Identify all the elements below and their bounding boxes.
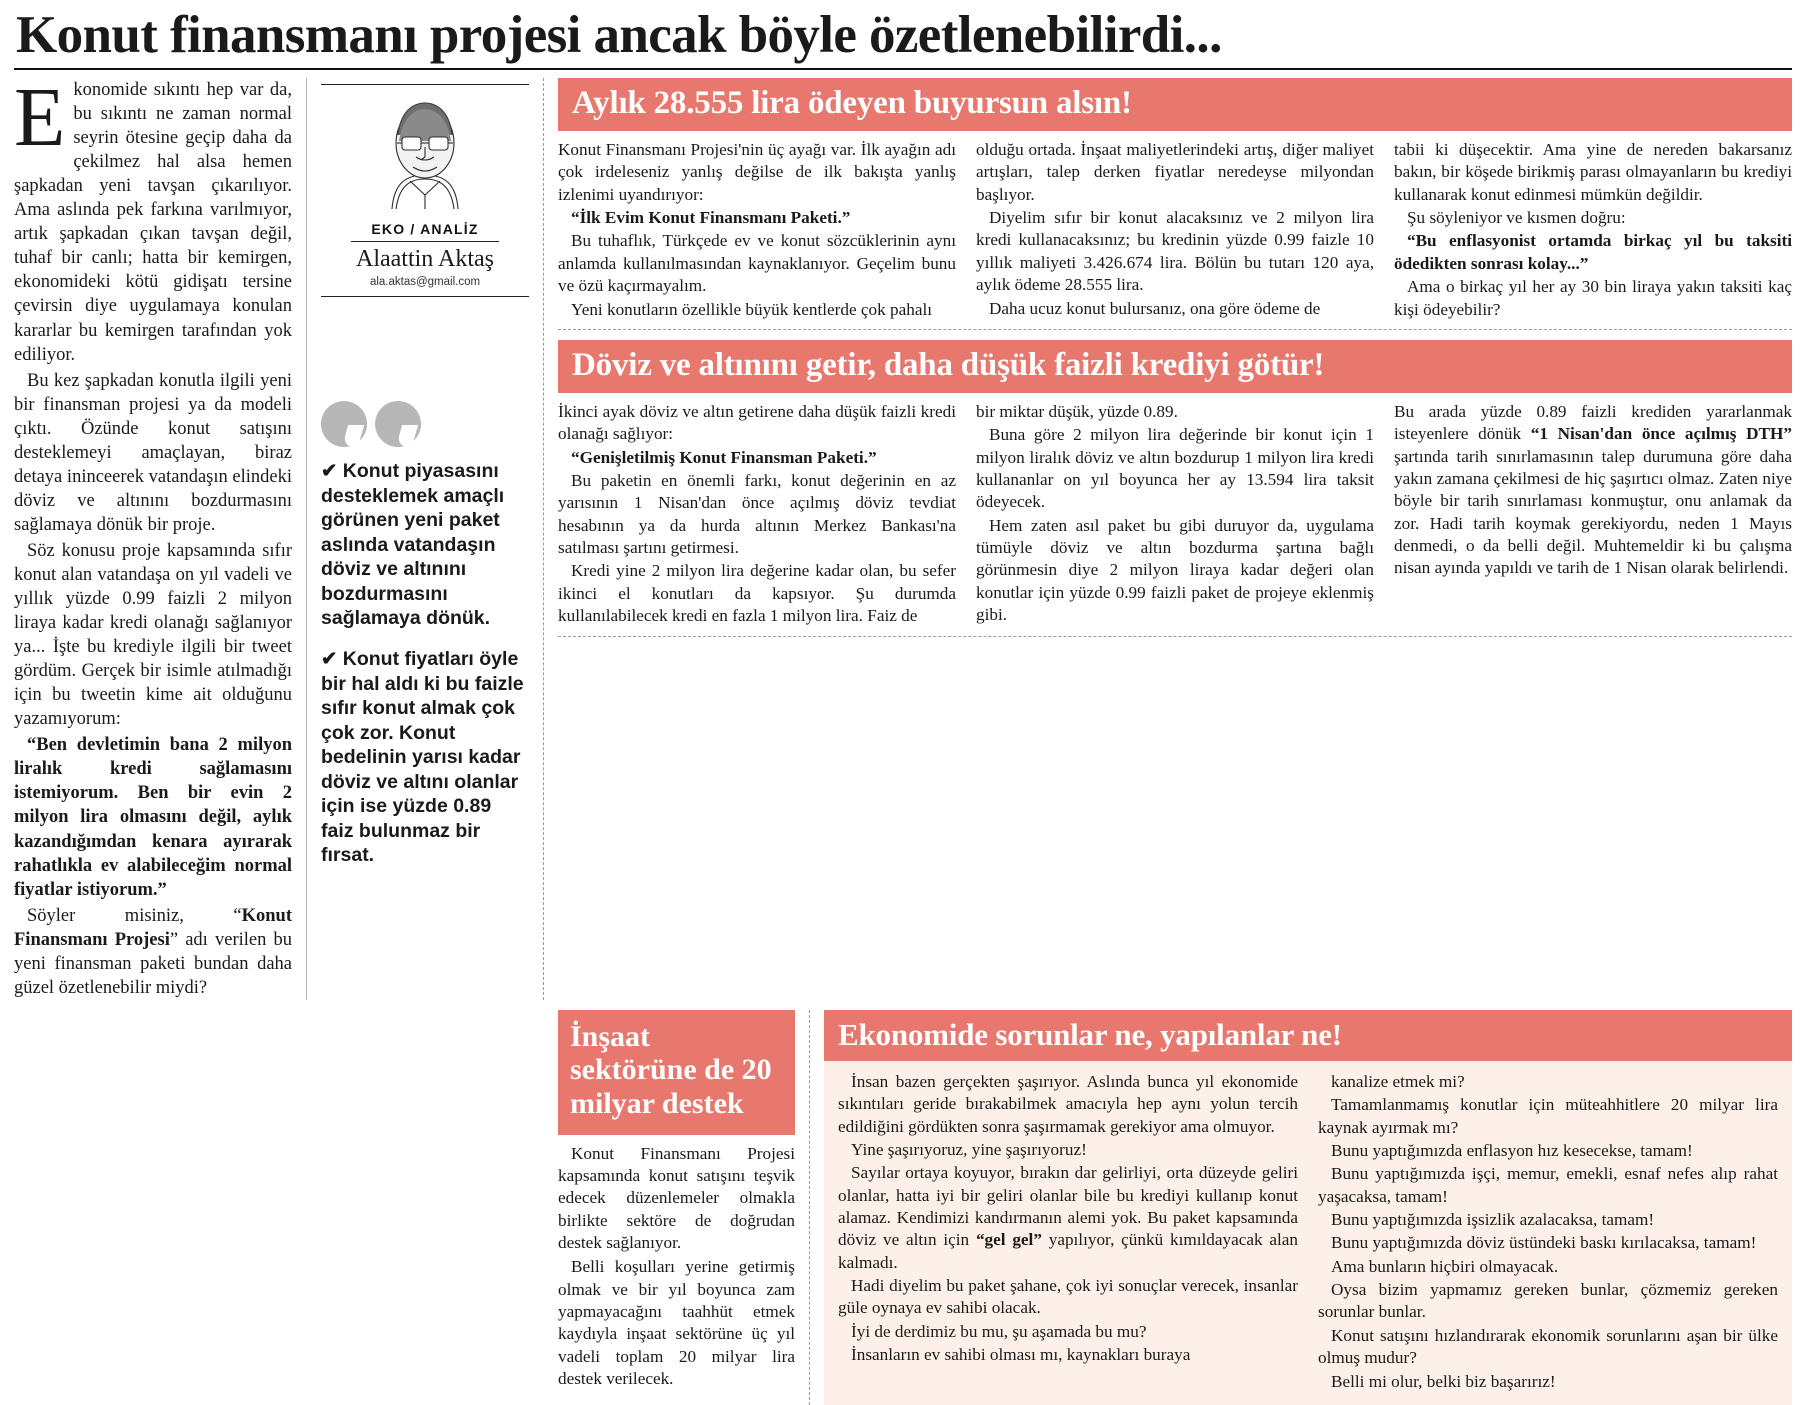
- bottom-row: [558, 1010, 1792, 1405]
- s3c1-p3a: Sayılar ortaya koyuyor, bırakın dar gelirliyi, orta düzeyde geliri olanlar, hatta iyi bir geliri olanlar bile bu krediyi kullanıp konut alamaz. Kendimizi kandırmanın alemi yok. Bu paket kapsamında döviz ve altın için: [838, 1163, 1298, 1250]
- quote-mark-left-icon: [321, 401, 367, 447]
- insaat-body: [558, 1135, 795, 1391]
- headline-divider: [14, 68, 1792, 70]
- s3c1-p6: İnsanların ev sahibi olması mı, kaynakları buraya: [851, 1345, 1191, 1365]
- s3c2-p7: Ama bunların hiçbiri olmayacak.: [1331, 1256, 1559, 1276]
- intro-paragraph-4: [14, 904, 292, 1000]
- s1c1-p3: Bu tuhaflık, Türkçede ev ve konut sözcüklerinin aynı anlamda kullanılmasından kaynaklanıyor. Geçelim bunu ve özü kaçırmayalım.: [558, 231, 956, 296]
- section-three-columns: [838, 1071, 1778, 1393]
- insaat-column: [558, 1010, 810, 1405]
- insaat-p2: Belli koşulları yerine getirmiş olmak ve bir yıl boyunca zam yapmayacağını taahhüt etmek kaydıyla inşaat sektörüne üç yıl vadeli toplam 20 milyar lira destek verilecek.: [558, 1257, 795, 1389]
- author-column: [306, 78, 544, 1000]
- s2c2-p2: Buna göre 2 milyon lira değerinde bir konut için 1 milyon liralık döviz ve altın bozdurup 1 milyon lira kredi kullananlar on yıl boyunca her ay 13.594 lira taksit ödeyecek.: [976, 425, 1374, 512]
- s2c1-p4: Kredi yine 2 milyon lira değerine kadar olan, bu sefer ikinci el konutları da kapsıyor. Şu durumda kullanılabilecek kredi en fazla 1 milyon lira. Faiz de: [558, 561, 956, 626]
- s3c2-p5: Bunu yaptığımızda işsizlik azalacaksa, tamam!: [1331, 1209, 1655, 1229]
- s1c3-p2: Şu söyleniyor ve kısmen doğru:: [1407, 208, 1626, 228]
- section-two-col-1: [558, 401, 956, 628]
- s2c1-p3: Bu paketin en önemli farkı, konut değerinin en az yarısının 1 Nisan'dan önce açılmış döviz tevdiat hesabının ya da hurda altının Merkez Bankası'na satılması şartını getirmesi.: [558, 471, 956, 558]
- s1c3-p3: “Bu enflasyonist ortamda birkaç yıl bu taksiti ödedikten sonrası kolay...”: [1394, 231, 1792, 273]
- section-three-band: Ekonomide sorunlar ne, yapılanlar ne!: [824, 1010, 1792, 1061]
- section-one: [558, 78, 1792, 330]
- author-portrait-icon: [366, 91, 484, 215]
- section-one-col-1: [558, 139, 956, 321]
- s2c2-p1: bir miktar düşük, yüzde 0.89.: [976, 401, 1178, 421]
- intro-text-4c: ” adı verilen bu yeni finansman paketi bundan daha güzel özetlenebilir miydi?: [14, 929, 292, 998]
- page-title: Konut finansmanı projesi ancak böyle özetlenebilirdi...: [16, 6, 1222, 64]
- s2c3-p1-bold: “1 Nisan'dan önce açılmış DTH”: [1530, 424, 1792, 444]
- project-name-bold: Konut Finansmanı Projesi: [14, 905, 292, 950]
- s3c2-p8: Oysa bizim yapmamız gereken bunlar, çözmemiz gereken sorunlar bunlar.: [1318, 1280, 1778, 1322]
- section-three-col-2: [1318, 1071, 1778, 1393]
- section-three-panel: [824, 1061, 1792, 1405]
- section-one-col-2: [976, 139, 1374, 321]
- s3c2-p4: Bunu yaptığımızda işçi, memur, emekli, esnaf nefes alıp rahat yaşacaksa, tamam!: [1318, 1164, 1778, 1206]
- s3c1-p1: İnsan bazen gerçekten şaşırıyor. Aslında bunca yıl ekonomide sıkıntıları geride bırakabilmek amacıyla hep aynı yolun tercih edildiğini gördükten sonra şaşırmamak gerekiyor ama olmuyor.: [838, 1071, 1298, 1136]
- section-one-band: Aylık 28.555 lira ödeyen buyursun alsın!: [558, 78, 1792, 131]
- s1c1-p1: Konut Finansmanı Projesi'nin üç ayağı var. İlk ayağın adı çok irdeleseniz yanlış değilse de ilk bakışta yanlış izlenimi uyandırıyor:: [558, 140, 956, 204]
- insaat-p1: Konut Finansmanı Projesi kapsamında konut satışını teşvik edecek düzenlemeler olmakla birlikte sektöre de doğrudan destek sağlanıyor.: [558, 1143, 795, 1253]
- s2c1-p2: “Genişletilmiş Konut Finansman Paketi.”: [571, 447, 877, 467]
- intro-text-1: konomide sıkıntı hep var da, bu sıkıntı ne zaman normal seyrin ötesine geçip daha da çekilmez hal alsa hemen şapkadan yeni tavşan çıkarılıyor. Ama aslında pek farkına varılmıyor, artık şapkadan çıkan tavşan değil, tuhaf bir canlı; hatta bir kemirgen, ekonomideki kötü gidişatı tersine çevirsin diye uygulamaya konulan kararlar bu kemirgen tarafından yok ediliyor.: [14, 80, 292, 365]
- s1c3-p1: tabii ki düşecektir. Ama yine de nereden bakarsanız bakın, bir köşede birikmiş parası olmayanların bu krediyi kullanarak konut edinmesi mümkün değildir.: [1394, 140, 1792, 204]
- s2c3-p1a: Bu arada yüzde 0.89 faizli krediden yararlanmak isteyenlere dönük: [1394, 401, 1792, 444]
- s3c1-p3c: yapılıyor, çünkü kımıldayacak alan kalmadı.: [838, 1230, 1298, 1272]
- s3c2-p6: Bunu yaptığımızda döviz üstündeki baskı kırılacaksa, tamam!: [1331, 1233, 1757, 1253]
- s2c2-p3: Hem zaten asıl paket bu gibi duruyor da, uygulama tümüyle döviz ve altın bozdurma şartına bağlı görünmesin diye 2 milyon liraya kadar değeri olan konutlar için yüzde 0.99 faizli paket de projeye eklenmiş gibi.: [976, 515, 1374, 625]
- s3c2-p9: Konut satışını hızlandırarak ekonomik sorunlarını aşan bir ülke olmuş mudur?: [1318, 1325, 1778, 1368]
- quote-mark-right-icon: [375, 401, 421, 447]
- s1c1-p2: “İlk Evim Konut Finansmanı Paketi.”: [571, 208, 851, 228]
- author-kicker-rule: [351, 241, 499, 242]
- s3c2-p10: Belli mi olur, belki biz başarırız!: [1331, 1371, 1556, 1391]
- s1c2-p1: olduğu ortada. İnşaat maliyetlerindeki artış, diğer maliyet artışları, talep derken fiyatlar neredeyse milyondan başlıyor.: [976, 140, 1374, 204]
- intro-paragraph-2: Bu kez şapkadan konutla ilgili yeni bir finansman projesi ya da modeli çıktı. Özünde konut satışını desteklemeyi amaçlayan, biraz detaya ininceerek vatandaşın elindeki döviz ve altınını bozdurmasını sağlamaya dönük bir proje.: [14, 370, 292, 535]
- s2c1-p1: İkinci ayak döviz ve altın getirene daha düşük faizli kredi olanağı sağlıyor:: [558, 401, 956, 444]
- drop-cap: E: [14, 71, 66, 165]
- s3c1-p4: Hadi diyelim bu paket şahane, çok iyi sonuçlar verecek, insanlar güle oynaya ev sahibi olacak.: [838, 1276, 1298, 1318]
- s1c3-p4: Ama o birkaç yıl her ay 30 bin liraya yakın taksiti kaç kişi ödeyebilir?: [1394, 277, 1792, 319]
- section-two-band: Döviz ve altınını getir, daha düşük faizli krediyi götür!: [558, 340, 1792, 393]
- author-email: ala.aktas@gmail.com: [369, 276, 481, 289]
- intro-text-4a: Söyler misiniz, “: [27, 905, 242, 926]
- section-two: [558, 340, 1792, 637]
- intro-quote: “Ben devletimin bana 2 milyon liralık kredi sağlamasını istemiyorum. Ben bir evin 2 milyon lira olmasını değil, aylık kazandığımdan kenara ayırarak rahatlıkla ev alabileceğim normal fiyatlar istiyorum.”: [14, 735, 292, 900]
- author-name: Alaattin Aktaş: [356, 246, 494, 273]
- s1c2-p3: Daha ucuz konut bulursanız, ona göre ödeme de: [989, 298, 1321, 318]
- section-three-col-1: [838, 1071, 1298, 1393]
- section-three-column: [810, 1010, 1792, 1405]
- article-grid: [14, 71, 1792, 1000]
- s2c3-p1: [1394, 401, 1792, 580]
- author-portrait-wrap: [321, 91, 529, 215]
- s3c2-p3: Bunu yaptığımızda enflasyon hız kesecekse, tamam!: [1331, 1140, 1693, 1160]
- section-two-col-3: [1394, 401, 1792, 628]
- section-one-col-3: [1394, 139, 1792, 321]
- s3c2-p1: kanalize etmek mi?: [1331, 1071, 1465, 1091]
- s3c1-p3: [838, 1162, 1298, 1274]
- author-bottom-rule: [321, 296, 529, 297]
- highlight-check-2: ✔ Konut fiyatları öyle bir hal aldı ki bu faizle sıfır konut almak çok çok zor. Konut bedelinin yarısı kadar döviz ve altını olanlar için ise yüzde 0.89 faiz bulunmaz bir fırsat.: [321, 647, 524, 867]
- s2c3-p1c: şartında tarih sınırlamasının talep durumuna göre daha yakın zamana çekilmesi de hiç şaşırtıcı olmaz. Zaten niye böyle bir tarih sınırlaması konmuştur, onu anlamak da zor. Hadi tarih koymak gerekiyordu, neden 1 Mayıs denmedi, o da belli değil. Muhtemeldir ki bu çalışma nisan ayında yapıldı ve tarih de 1 Nisan olarak belirlendi.: [1394, 446, 1792, 578]
- section-two-columns: [558, 393, 1792, 628]
- intro-column: [14, 71, 306, 1000]
- main-column: [544, 78, 1792, 1000]
- intro-paragraph-1: [14, 71, 292, 367]
- section-two-col-2: [976, 401, 1374, 628]
- s1c2-p2: Diyelim sıfır bir konut alacaksınız ve 2 milyon lira kredi kullanacaksınız; bu kredinin yüzde 0.99 faizle 10 yıllık maliyeti 3.426.674 lira. Bölün bu tutarı 120 aya, aylık ödeme 28.555 lira.: [976, 208, 1374, 295]
- intro-paragraph-3: Söz konusu proje kapsamında sıfır konut alan vatandaşa on yıl vadeli ve yıllık yüzde 0.99 faizli 2 milyon liraya kadar kredi olanağı sağlanıyor ya... İşte bu krediyle ilgili bir tweet gördüm. Gerçek bir isimle atılmadığı için bu tweetin kime ait olduğunu yazamıyorum:: [14, 540, 292, 730]
- author-top-rule: [321, 84, 529, 85]
- s3c1-p3-bold: “gel gel”: [975, 1230, 1042, 1250]
- s1c1-p4: Yeni konutların özellikle büyük kentlerde çok pahalı: [571, 299, 933, 319]
- s3c1-p2: Yine şaşırıyoruz, yine şaşırıyoruz!: [851, 1139, 1087, 1159]
- author-kicker: EKO / ANALİZ: [371, 221, 479, 238]
- section-one-columns: [558, 131, 1792, 321]
- highlight-check-1: ✔ Konut piyasasını desteklemek amaçlı görünen yeni paket aslında vatandaşın döviz ve altınını bozdurmasını sağlamaya dönük.: [321, 460, 505, 630]
- insaat-band: İnşaat sektörüne de 20 milyar destek: [558, 1010, 795, 1135]
- s3c1-p5: İyi de derdimiz bu mu, şu aşamada bu mu?: [851, 1321, 1147, 1341]
- quote-mark-decoration: [321, 401, 529, 447]
- s3c2-p2: Tamamlanmamış konutlar için müteahhitlere 20 milyar lira kaynak ayırmak mı?: [1318, 1095, 1778, 1137]
